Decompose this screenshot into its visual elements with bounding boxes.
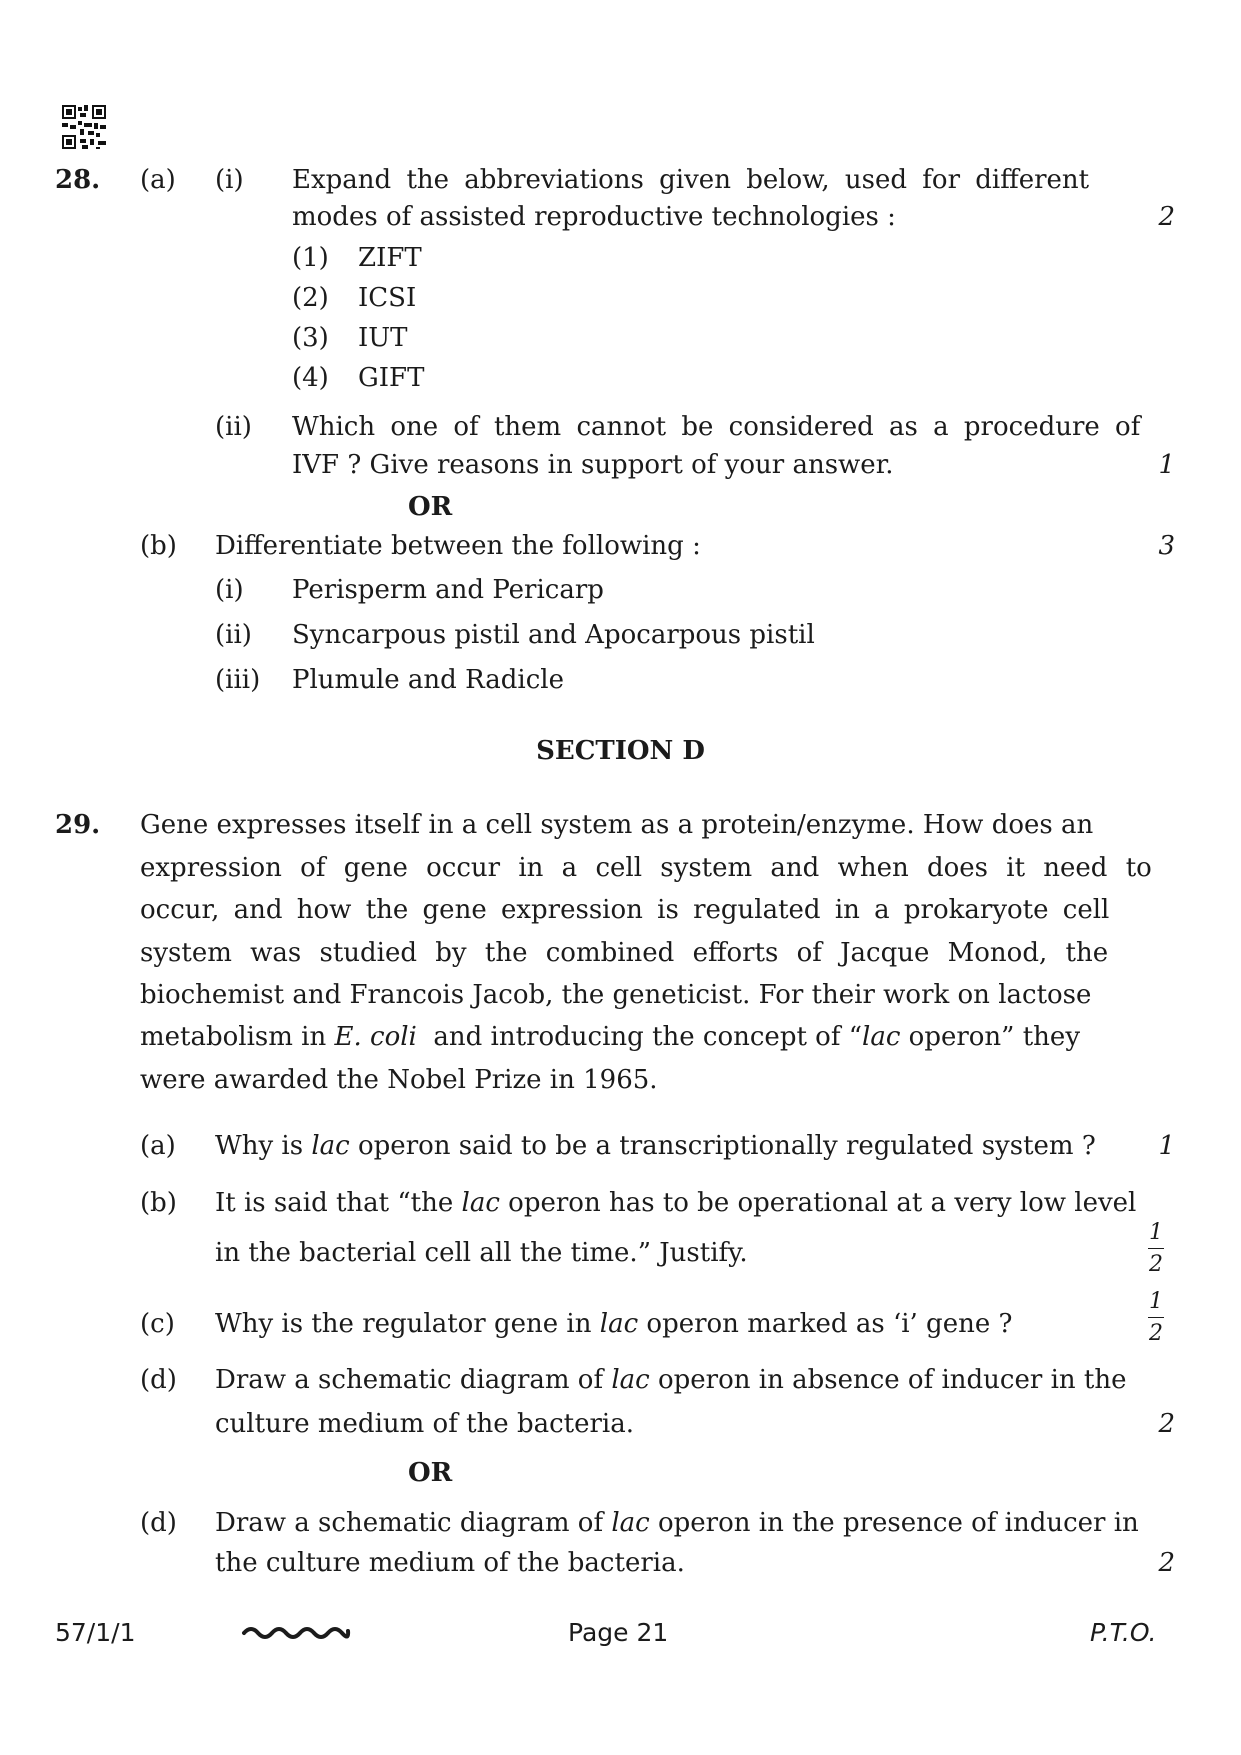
q29-text-span: Draw a schematic diagram of — [215, 1365, 612, 1395]
q29-c-marks-fraction — [1136, 1291, 1176, 1345]
q29-a-marks: 1 — [1158, 1131, 1175, 1161]
q29-a-text — [215, 1130, 1096, 1163]
q29-part-d-label: (d) — [140, 1508, 177, 1538]
q29-text-span: operon said to be a transcriptionally regulated system ? — [349, 1131, 1096, 1161]
q28-part-a-label: (a) — [140, 165, 176, 195]
footer-pto: P.T.O. — [1090, 1618, 1157, 1647]
fraction-bar — [1148, 1248, 1164, 1249]
tilde-ornament-icon — [240, 1622, 352, 1642]
q29-d1-line1 — [215, 1364, 1126, 1397]
q28-a-ii-line2: IVF ? Give reasons in support of your answer. — [292, 450, 894, 480]
q29-d1-line2: culture medium of the bacteria. — [215, 1409, 634, 1439]
q29-lac-italic: lac — [611, 1508, 650, 1538]
q29-text-span: operon has to be operational at a very low level — [499, 1188, 1137, 1218]
q28-item-num: (1) — [292, 243, 329, 273]
q29-b-line1 — [215, 1187, 1136, 1220]
q29-d1-marks: 2 — [1158, 1409, 1175, 1439]
q29-b-line2: in the bacterial cell all the time.” Justify. — [215, 1238, 748, 1268]
q28-a-ii-line1: Which one of them cannot be considered as a procedure of — [292, 412, 1141, 442]
q28-b-item-text: Perisperm and Pericarp — [292, 575, 604, 605]
q28-item-text: IUT — [358, 323, 408, 353]
q29-d2-line1 — [215, 1507, 1139, 1540]
q28-b-item-text: Syncarpous pistil and Apocarpous pistil — [292, 620, 815, 650]
q28-item-text: ICSI — [358, 283, 417, 313]
q29-lac-italic: lac — [599, 1309, 639, 1339]
q28-a-i-line1: Expand the abbreviations given below, used for different — [292, 165, 1090, 195]
q29-text-span: metabolism in — [140, 1022, 335, 1052]
q29-para-line — [140, 1021, 1080, 1054]
q29-para-line: Gene expresses itself in a cell system as a protein/enzyme. How does an — [140, 810, 1094, 840]
q28-b-text: Differentiate between the following : — [215, 531, 701, 561]
q28-part-b-label: (b) — [140, 531, 177, 561]
q28-item-text: GIFT — [358, 363, 425, 393]
q28-item-text: ZIFT — [358, 243, 422, 273]
qr-code-icon — [62, 105, 106, 149]
q29-part-d-label: (d) — [140, 1365, 177, 1395]
q29-text-span: and introducing the concept of “ — [416, 1022, 863, 1052]
q28-item-num: (4) — [292, 363, 329, 393]
section-title: SECTION D — [536, 736, 705, 766]
fraction-denominator: 2 — [1149, 1321, 1163, 1346]
q28-b-item-text: Plumule and Radicle — [292, 665, 564, 695]
q29-para-line: system was studied by the combined efforts of Jacque Monod, the — [140, 938, 1109, 968]
q29-text-span: operon marked as ‘i’ gene ? — [638, 1309, 1013, 1339]
question-number-28: 28. — [55, 165, 101, 195]
q29-text-span: Draw a schematic diagram of — [215, 1508, 612, 1538]
q29-text-span: It is said that “the — [215, 1188, 462, 1218]
q28-item-num: (2) — [292, 283, 329, 313]
q29-text-span: Why is the regulator gene in — [215, 1309, 600, 1339]
fraction-numerator: 1 — [1149, 1289, 1163, 1314]
fraction-bar — [1148, 1317, 1164, 1318]
q28-a-ii-label: (ii) — [215, 412, 252, 442]
q29-para-line: biochemist and Francois Jacob, the geneticist. For their work on lactose — [140, 980, 1092, 1010]
q29-lac-italic: lac — [311, 1131, 350, 1161]
q29-lac-italic: lac — [461, 1188, 500, 1218]
question-number-29: 29. — [55, 810, 101, 840]
q29-ecoli-italic: E. coli — [334, 1022, 417, 1052]
q29-text-span: operon in absence of inducer in the — [649, 1365, 1127, 1395]
q29-or-label: OR — [408, 1458, 453, 1488]
q28-a-i-line2: modes of assisted reproductive technologies : — [292, 202, 896, 232]
q29-para-line: were awarded the Nobel Prize in 1965. — [140, 1065, 658, 1095]
q28-b-marks: 3 — [1158, 531, 1175, 561]
q29-text-span: operon” they — [900, 1022, 1081, 1052]
fraction-denominator: 2 — [1149, 1252, 1163, 1277]
q29-lac-italic: lac — [862, 1022, 901, 1052]
q28-b-item-num: (i) — [215, 575, 244, 605]
q28-a-i-label: (i) — [215, 165, 244, 195]
q29-c-text — [215, 1308, 1012, 1341]
q28-b-item-num: (ii) — [215, 620, 252, 650]
q28-b-item-num: (iii) — [215, 665, 261, 695]
q28-a-ii-marks: 1 — [1158, 450, 1175, 480]
q28-a-i-marks: 2 — [1158, 202, 1175, 232]
q28-or-label: OR — [408, 492, 453, 522]
q29-para-line: expression of gene occur in a cell system and when does it need to — [140, 853, 1152, 883]
footer-page-number: Page 21 — [568, 1618, 669, 1647]
q29-lac-italic: lac — [611, 1365, 650, 1395]
footer-paper-code: 57/1/1 — [55, 1618, 136, 1647]
q29-b-marks-fraction — [1136, 1222, 1176, 1276]
q29-text-span: operon in the presence of inducer in — [649, 1508, 1139, 1538]
q29-text-span: Why is — [215, 1131, 312, 1161]
q29-d2-line2: the culture medium of the bacteria. — [215, 1548, 685, 1578]
q29-part-b-label: (b) — [140, 1188, 177, 1218]
q29-part-a-label: (a) — [140, 1131, 176, 1161]
q29-part-c-label: (c) — [140, 1309, 175, 1339]
q28-item-num: (3) — [292, 323, 329, 353]
q29-para-line: occur, and how the gene expression is regulated in a prokaryote cell — [140, 895, 1110, 925]
fraction-numerator: 1 — [1149, 1220, 1163, 1245]
q29-d2-marks: 2 — [1158, 1548, 1175, 1578]
